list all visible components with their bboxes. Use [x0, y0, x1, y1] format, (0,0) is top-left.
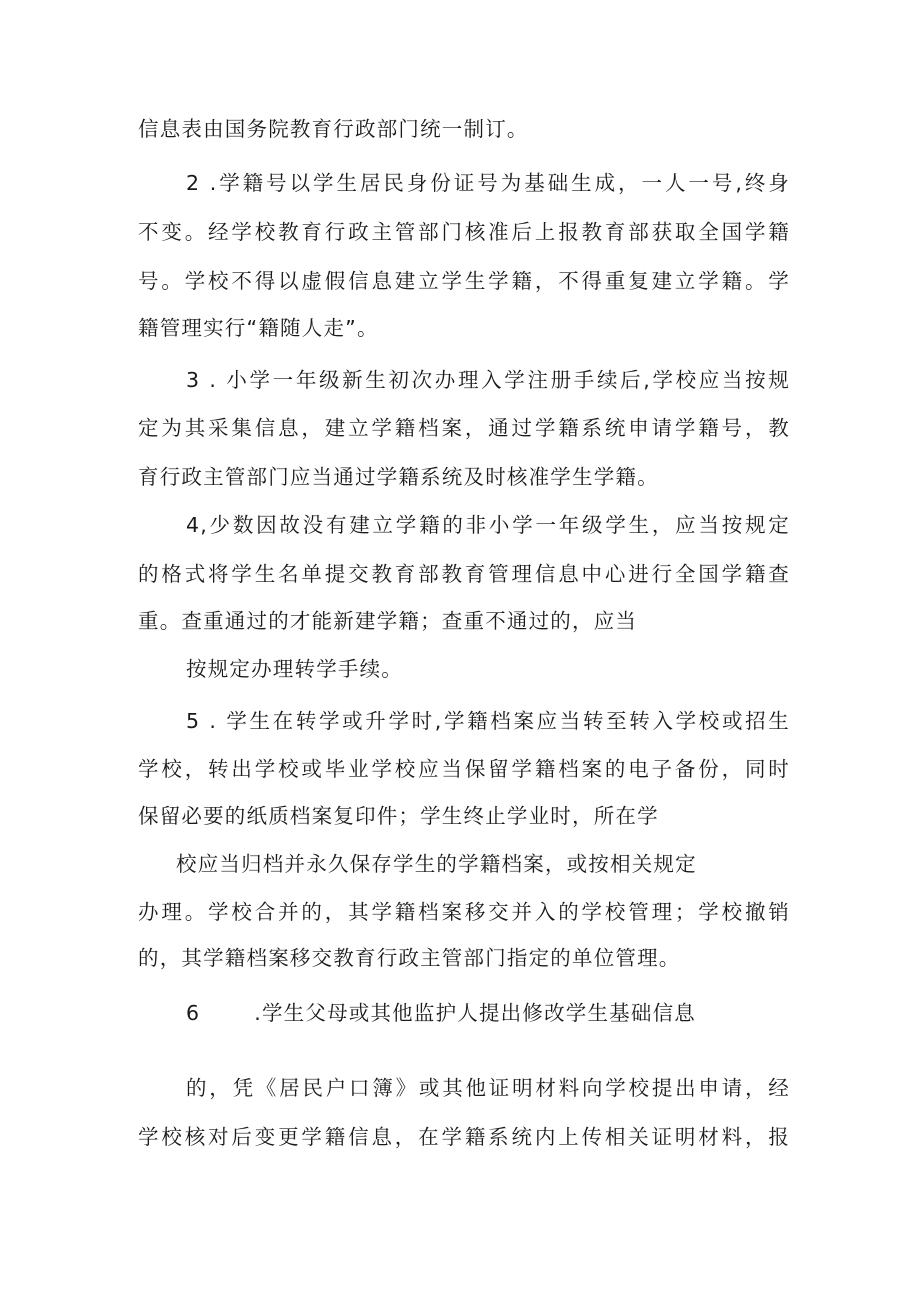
text-line: 6 .学生父母或其他监护人提出修改学生基础信息: [186, 1001, 696, 1025]
text-line: 重。查重通过的才能新建学籍；查重不通过的，应当: [138, 609, 638, 633]
text-line: 不变。经学校教育行政主管部门核准后上报教育部获取全国学籍: [138, 220, 790, 244]
text-line: 定为其采集信息，建立学籍档案，通过学籍系统申请学籍号，教: [138, 416, 790, 440]
text-line: 5 . 学生在转学或升学时,学籍档案应当转至转入学校或招生: [186, 709, 790, 733]
text-line: 学校核对后变更学籍信息，在学籍系统内上传相关证明材料，报: [138, 1125, 790, 1149]
text-line: 2 .学籍号以学生居民身份证号为基础生成，一人一号,终身: [186, 171, 790, 195]
text-line: 号。学校不得以虚假信息建立学生学籍，不得重复建立学籍。学: [138, 269, 790, 293]
text-line: 的，其学籍档案移交教育行政主管部门指定的单位管理。: [138, 946, 681, 970]
text-line: 校应当归档并永久保存学生的学籍档案，或按相关规定: [176, 852, 697, 876]
text-line: 籍管理实行“籍随人走”。: [138, 316, 379, 340]
text-line: 按规定办理转学手续。: [186, 657, 403, 681]
text-line: 的格式将学生名单提交教育部教育管理信息中心进行全国学籍查: [138, 562, 790, 586]
text-line: 信息表由国务院教育行政部门统一制订。: [138, 117, 529, 141]
text-line: 育行政主管部门应当通过学籍系统及时核准学生学籍。: [138, 465, 659, 489]
text-line: 保留必要的纸质档案复印件；学生终止学业时，所在学: [138, 804, 659, 828]
text-line: 办理。学校合并的，其学籍档案移交并入的学校管理；学校撤销: [138, 900, 790, 924]
text-line: 4,少数因故没有建立学籍的非小学一年级学生，应当按规定: [186, 513, 790, 537]
text-line: 的，凭《居民户口簿》或其他证明材料向学校提出申请，经: [186, 1076, 790, 1100]
text-line: 学校，转出学校或毕业学校应当保留学籍档案的电子备份，同时: [138, 757, 790, 781]
text-line: 3 . 小学一年级新生初次办理入学注册手续后,学校应当按规: [186, 368, 790, 392]
